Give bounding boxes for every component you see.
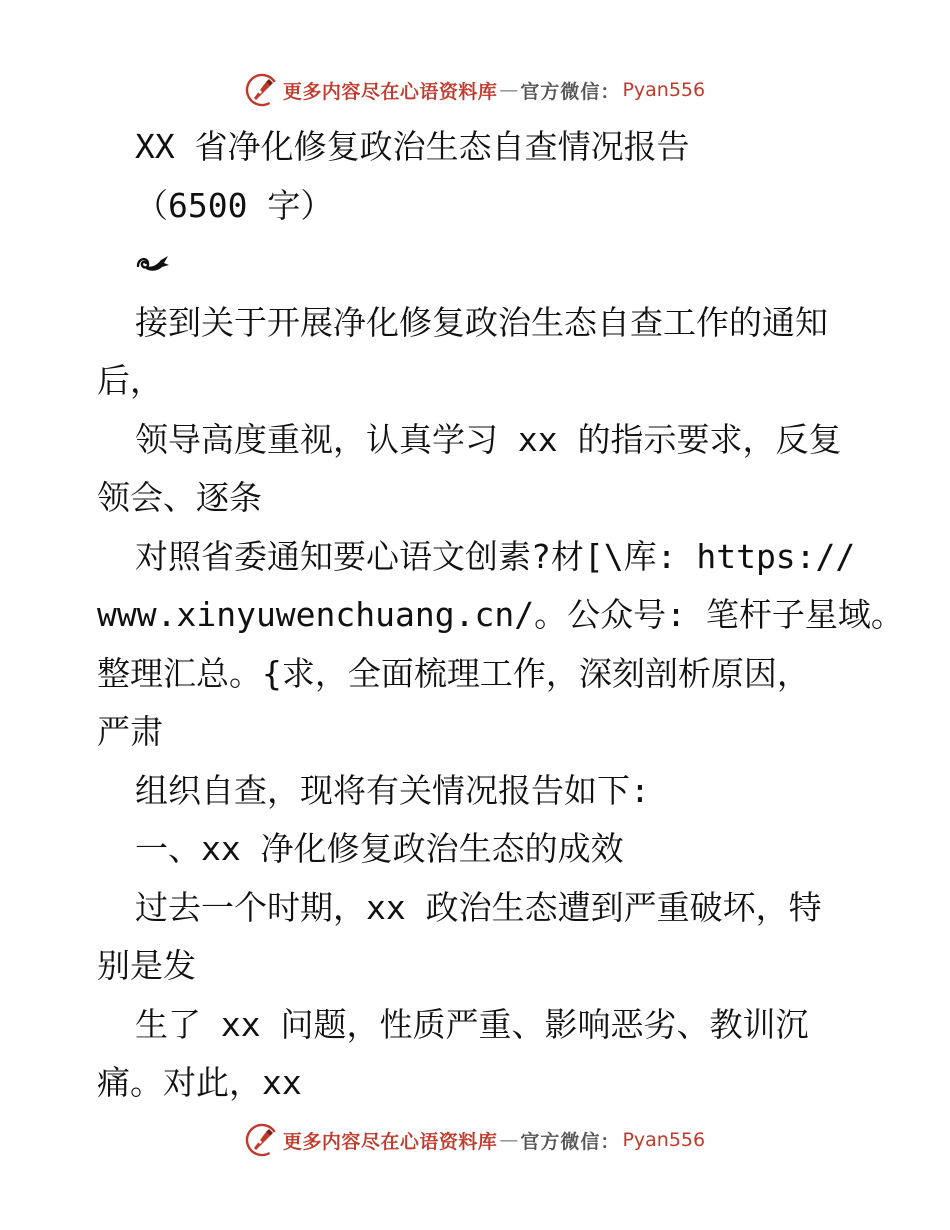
document-title: XX 省净化修复政治生态自查情况报告 (135, 127, 690, 166)
paragraph-line: www.xinyuwenchuang.cn/。公众号: 笔杆子星域。 (97, 595, 904, 634)
header-slogan: 更多内容尽在心语资料库 (282, 80, 498, 103)
pen-nib-logo-icon (245, 73, 279, 107)
section-heading: 一、xx 净化修复政治生态的成效 (135, 829, 624, 868)
footer-official-label: 官方微信： (520, 1130, 621, 1153)
header-dash: — (499, 79, 519, 101)
paragraph-line: 接到关于开展净化修复政治生态自查工作的通知 (135, 302, 828, 342)
word-count: （6500 字） (135, 185, 334, 225)
paragraph-line: 过去一个时期，xx 政治生态遭到严重破坏，特 (135, 887, 822, 927)
footer-dash: — (499, 1129, 519, 1151)
paragraph-line: 领会、逐条 (97, 478, 262, 517)
header-official-label: 官方微信： (520, 80, 621, 103)
footer-banner (0, 1120, 950, 1160)
paragraph-line: 组织自查，现将有关情况报告如下: (135, 770, 650, 810)
footer-slogan: 更多内容尽在心语资料库 (282, 1130, 498, 1153)
paragraph-line: 痛。对此，xx (97, 1063, 302, 1102)
paragraph-line: 后， (97, 361, 163, 400)
fleuron-icon (135, 253, 171, 275)
paragraph-line: 整理汇总。{求，全面梳理工作，深刻剖析原因， (97, 653, 810, 693)
paragraph-line: 生了 xx 问题，性质严重、影响恶劣、教训沉 (135, 1004, 809, 1044)
footer-wechat-id: Pyan556 (622, 1129, 706, 1151)
paragraph-line: 领导高度重视，认真学习 xx 的指示要求，反复 (135, 419, 842, 459)
ornament-row (97, 235, 857, 294)
document-body (97, 118, 904, 1113)
paragraph-line: 严肃 (97, 712, 163, 751)
header-wechat-id: Pyan556 (622, 79, 706, 101)
header-banner (0, 70, 950, 110)
paragraph-line: 对照省委通知要心语文创素?材[\库: https:// (135, 536, 856, 576)
paragraph-line: 别是发 (97, 946, 196, 985)
pen-nib-logo-icon (245, 1123, 279, 1157)
